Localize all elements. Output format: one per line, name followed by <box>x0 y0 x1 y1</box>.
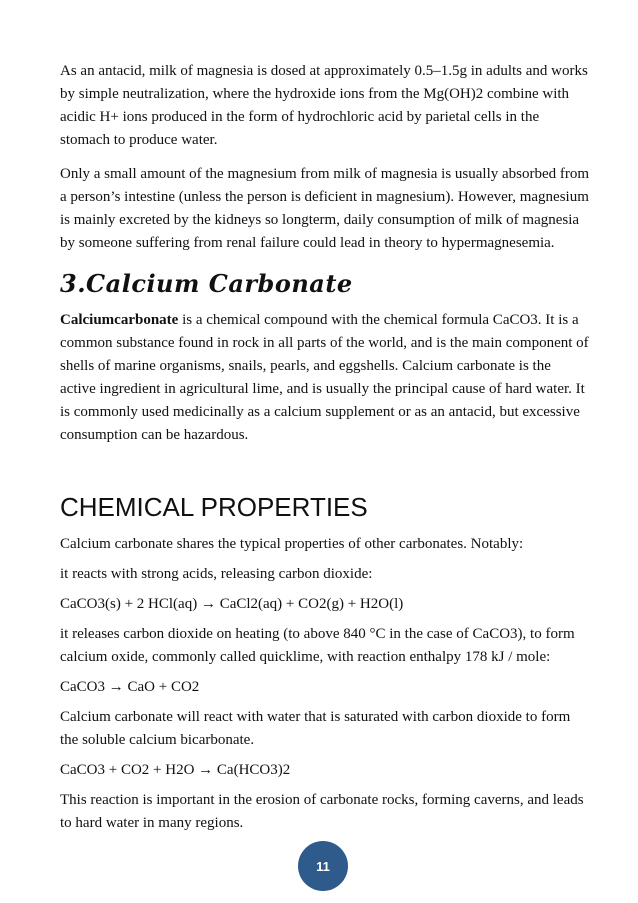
property-line: it reacts with strong acids, releasing carbon dioxide: <box>60 566 373 582</box>
section-heading-chemical-properties: CHEMICAL PROPERTIES <box>60 492 368 522</box>
section-heading-calcium-carbonate: 3.Calcium Carbonate <box>60 269 353 298</box>
reaction-equation: CaCO3 + CO2 + H2O → Ca(HCO3)2 <box>60 762 291 778</box>
calcium-carbonate-description: is a chemical compound with the chemical formula CaCO3. It is a common substance found in rock in all parts of the world, and is the main component of shells of marine organisms, snails, pearls, and eggshells. Calcium carbonate is the active ingredient in agricultural lime, and is usually the principal cause of hard water. It is commonly used medicinally as a calcium supplement or as an antacid, but excessive consumption can be hazardous. <box>60 312 589 443</box>
paragraph-magnesium-absorption: Only a small amount of the magnesium from milk of magnesia is usually absorbed from a person’s intestine (unless the person is deficient in magnesium). However, magnesium is mainly excreted by the kidneys so longterm, daily consumption of milk of magnesia by someone suffering from renal failure could lead in theory to hypermagnesemia. <box>60 166 590 251</box>
term-calcium-carbonate: Calciumcarbonate <box>60 312 179 328</box>
page-number-badge: 11 <box>298 841 348 891</box>
property-line: This reaction is important in the erosion of carbonate rocks, forming caverns, and leads to hard water in many regions. <box>60 792 584 831</box>
document-page <box>60 60 590 842</box>
property-line: it releases carbon dioxide on heating (to above 840 °C in the case of CaCO3), to form calcium oxide, commonly called quicklime, with reaction enthalpy 178 kJ / mole: <box>60 626 575 665</box>
paragraph-antacid-dose: As an antacid, milk of magnesia is dosed at approximately 0.5–1.5g in adults and works by simple neutralization, where the hydroxide ions from the Mg(OH)2 combine with acidic H+ ions produced in the form of hydrochloric acid by parietal cells in the stomach to produce water. <box>60 63 588 148</box>
paragraph-calcium-carbonate-intro <box>60 309 590 447</box>
property-line: Calcium carbonate shares the typical properties of other carbonates. Notably: <box>60 536 524 552</box>
reaction-equation: CaCO3 → CaO + CO2 <box>60 679 200 695</box>
reaction-equation: CaCO3(s) + 2 HCl(aq) → CaCl2(aq) + CO2(g) + H2O(l) <box>60 596 404 612</box>
property-line: Calcium carbonate will react with water that is saturated with carbon dioxide to form the soluble calcium bicarbonate. <box>60 709 571 748</box>
